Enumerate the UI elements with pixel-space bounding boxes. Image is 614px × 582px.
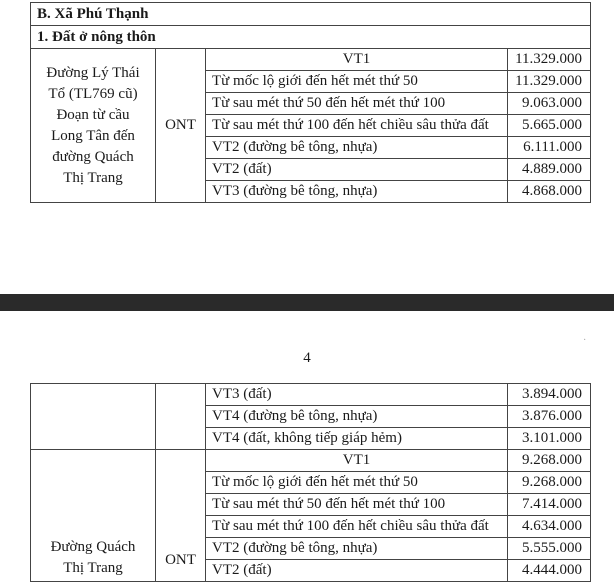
price-cell: 4.868.000 bbox=[508, 181, 591, 203]
position-cell: VT3 (đất) bbox=[206, 384, 508, 406]
price-cell: 9.268.000 bbox=[508, 472, 591, 494]
page-1-table-wrapper bbox=[30, 2, 590, 203]
section-title: B. Xã Phú Thạnh bbox=[31, 3, 591, 26]
position-cell: Từ sau mét thứ 100 đến hết chiều sâu thửa đất bbox=[206, 115, 508, 137]
land-code-cell: ONT bbox=[156, 49, 206, 203]
page-2-table-wrapper bbox=[30, 383, 590, 582]
price-cell: 7.414.000 bbox=[508, 494, 591, 516]
position-cell: Từ sau mét thứ 100 đến hết chiều sâu thửa đất bbox=[206, 516, 508, 538]
position-cell: VT2 (đất) bbox=[206, 159, 508, 181]
page-number: 4 bbox=[303, 350, 311, 366]
position-cell: VT1 bbox=[206, 450, 508, 472]
price-cell: 11.329.000 bbox=[508, 49, 591, 71]
position-cell: Từ sau mét thứ 50 đến hết mét thứ 100 bbox=[206, 494, 508, 516]
land-price-table-page-1 bbox=[30, 2, 591, 203]
position-cell: VT4 (đất, không tiếp giáp hẻm) bbox=[206, 428, 508, 450]
position-cell: VT2 (đường bê tông, nhựa) bbox=[206, 137, 508, 159]
subsection-title: 1. Đất ở nông thôn bbox=[31, 26, 591, 49]
price-cell: 4.444.000 bbox=[508, 560, 591, 582]
price-cell: 9.268.000 bbox=[508, 450, 591, 472]
price-cell: 5.665.000 bbox=[508, 115, 591, 137]
price-cell: 9.063.000 bbox=[508, 93, 591, 115]
price-cell: 3.101.000 bbox=[508, 428, 591, 450]
price-cell: 11.329.000 bbox=[508, 71, 591, 93]
price-cell: 4.634.000 bbox=[508, 516, 591, 538]
corner-mark: · bbox=[583, 335, 587, 346]
land-code-cell: ONT bbox=[156, 450, 206, 582]
position-cell: VT2 (đường bê tông, nhựa) bbox=[206, 538, 508, 560]
price-cell: 5.555.000 bbox=[508, 538, 591, 560]
road-name-cell-continued bbox=[31, 384, 156, 450]
position-cell: Từ mốc lộ giới đến hết mét thứ 50 bbox=[206, 71, 508, 93]
price-cell: 3.894.000 bbox=[508, 384, 591, 406]
table-row bbox=[31, 49, 591, 71]
table-row bbox=[31, 450, 591, 472]
road-name-cell: Đường Quách Thị Trang bbox=[31, 450, 156, 582]
position-cell: Từ sau mét thứ 50 đến hết mét thứ 100 bbox=[206, 93, 508, 115]
land-price-table-page-2 bbox=[30, 383, 591, 582]
position-cell: VT4 (đường bê tông, nhựa) bbox=[206, 406, 508, 428]
position-cell: Từ mốc lộ giới đến hết mét thứ 50 bbox=[206, 472, 508, 494]
position-cell: VT2 (đất) bbox=[206, 560, 508, 582]
price-cell: 3.876.000 bbox=[508, 406, 591, 428]
page-break-gap bbox=[0, 294, 614, 311]
price-cell: 6.111.000 bbox=[508, 137, 591, 159]
road-name-cell: Đường Lý Thái Tổ (TL769 cũ) Đoạn từ cầu Long Tân đến đường Quách Thị Trang bbox=[31, 49, 156, 203]
table-row bbox=[31, 384, 591, 406]
land-code-cell-continued bbox=[156, 384, 206, 450]
price-cell: 4.889.000 bbox=[508, 159, 591, 181]
position-cell: VT1 bbox=[206, 49, 508, 71]
position-cell: VT3 (đường bê tông, nhựa) bbox=[206, 181, 508, 203]
